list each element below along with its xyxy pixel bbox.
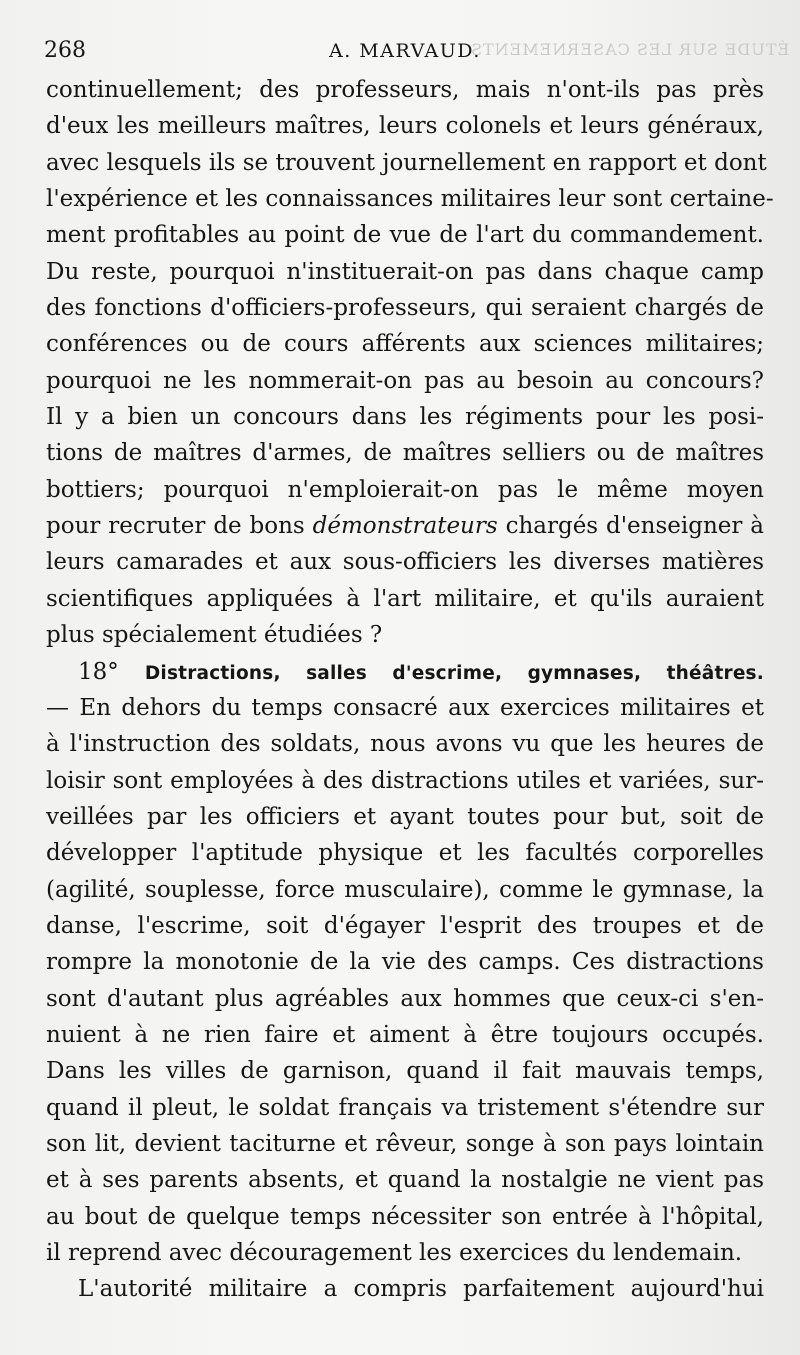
text-run: pour recruter de bons (46, 513, 313, 540)
text-line: leurs camarades et aux sous-officiers les diverses matières (46, 549, 764, 576)
text-line: — En dehors du temps consacré aux exercices militaires et (46, 694, 764, 721)
text-line: à l'instruction des soldats, nous avons vu que les heures de (46, 731, 764, 758)
text-line: au bout de quelque temps nécessiter son entrée à l'hôpital, (46, 1203, 764, 1230)
text-line: (agilité, souplesse, force musculaire), comme le gymnase, la (46, 876, 764, 903)
text-line: sont d'autant plus agréables aux hommes que ceux-ci s'en- (46, 985, 764, 1012)
text-line: son lit, devient taciturne et rêveur, songe à son pays lointain (46, 1130, 764, 1157)
text-line: continuellement; des professeurs, mais n'ont-ils pas près (46, 77, 764, 103)
text-line: danse, l'escrime, soit d'égayer l'esprit des troupes et de (46, 912, 764, 939)
section-heading-line (46, 654, 764, 690)
text-line: Il y a bien un concours dans les régiments pour les posi- (46, 404, 764, 431)
page-number: 268 (44, 38, 86, 63)
text-line: il reprend avec découragement les exercices du lendemain. (46, 1240, 743, 1266)
text-line: pourquoi ne les nommerait-on pas au besoin au concours? (46, 367, 764, 394)
text-line: plus spécialement étudiées ? (46, 622, 383, 649)
text-line: loisir sont employées à des distractions utiles et variées, sur- (46, 767, 764, 794)
text-line: des fonctions d'officiers-professeurs, qui seraient chargés de (46, 295, 764, 322)
text-line: et à ses parents absents, et quand la nostalgie ne vient pas (46, 1167, 764, 1194)
text-line: d'eux les meilleurs maîtres, leurs colonels et leurs généraux, (46, 113, 764, 140)
section-title: Distractions, salles d'escrime, gymnases, théâtres. (144, 662, 765, 684)
text-line: Dans les villes de garnison, quand il fait mauvais temps, (46, 1058, 764, 1085)
text-line: tions de maîtres d'armes, de maîtres selliers ou de maîtres (46, 440, 764, 467)
section-number: 18° (78, 658, 145, 685)
italic-term: démonstrateurs (312, 513, 498, 540)
text-line: rompre la monotonie de la vie des camps. Ces distractions (46, 949, 764, 976)
text-line: ment profitables au point de vue de l'art du commandement. (46, 222, 764, 249)
text-line: L'autorité militaire a compris parfaitement aujourd'hui (78, 1276, 764, 1303)
text-line: Du reste, pourquoi n'instituerait-on pas dans chaque camp (46, 258, 764, 285)
text-line: l'expérience et les connaissances militaires leur sont certaine- (46, 186, 774, 213)
text-run: chargés d'enseigner à (497, 513, 764, 540)
text-line: avec lesquels ils se trouvent journellement en rapport et dont (46, 149, 767, 176)
text-line: bottiers; pourquoi n'emploierait-on pas le même moyen (46, 476, 764, 503)
text-line: quand il pleut, le soldat français va tristement s'étendre sur (46, 1094, 764, 1121)
running-head-author: A. MARVAUD. (329, 40, 481, 62)
body-text (46, 72, 774, 1308)
text-line: conférences ou de cours afférents aux sciences militaires; (46, 331, 764, 358)
text-line: nuient à ne rien faire et aiment à être toujours occupés. (46, 1021, 764, 1048)
text-line: veillées par les officiers et ayant toutes pour but, soit de (46, 803, 764, 830)
text-line (46, 508, 764, 544)
text-line: développer l'aptitude physique et les facultés corporelles (46, 840, 764, 867)
bleed-through-text: ÉTUDE SUR LES CASERNEMENTS (470, 40, 790, 59)
text-line: scientifiques appliquées à l'art militaire, et qu'ils auraient (46, 585, 764, 612)
